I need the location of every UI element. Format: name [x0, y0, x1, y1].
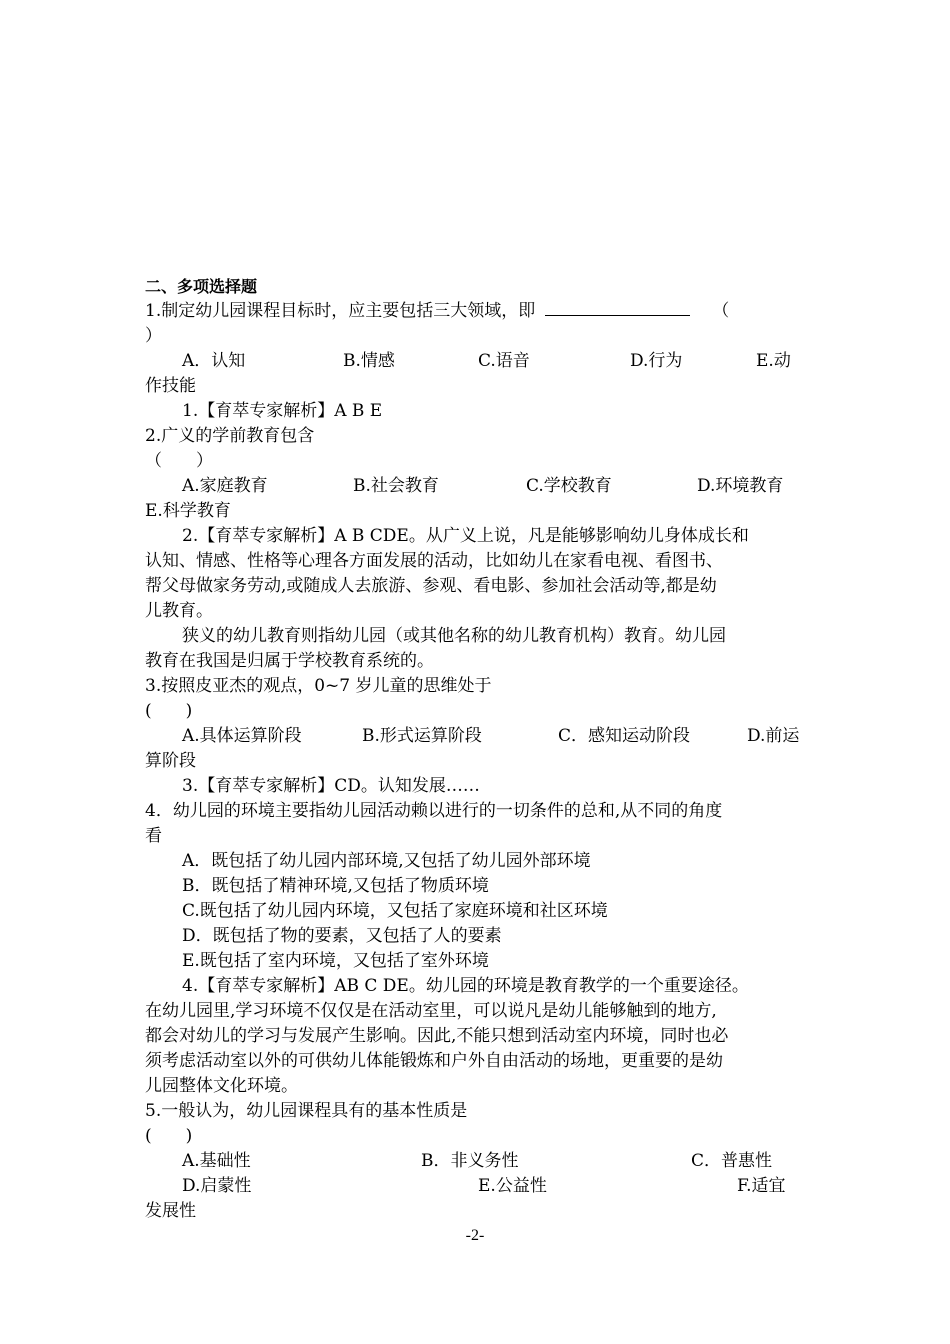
q5-option-f: F.适宜 — [737, 1176, 786, 1196]
q4-analysis-line: 须考虑活动室以外的可供幼儿体能锻炼和户外自由活动的场地，更重要的是幼 — [145, 1051, 723, 1071]
q1-option-d: D.行为 — [630, 351, 683, 371]
q1-paren-close: ） — [145, 326, 162, 346]
q4-option-e: E.既包括了室内环境，又包括了室外环境 — [182, 951, 489, 971]
q4-analysis-line: 在幼儿园里,学习环境不仅仅是在活动室里，可以说凡是幼儿能够触到的地方, — [145, 1001, 717, 1021]
q5-option-d: D.启蒙性 — [182, 1176, 252, 1196]
q4-stem-cont: 看 — [145, 826, 162, 846]
q2-analysis-line: 帮父母做家务劳动,或随成人去旅游、参观、看电影、参加社会活动等,都是幼 — [145, 576, 717, 596]
q2-option-c: C.学校教育 — [526, 476, 612, 496]
section-title: 二、多项选择题 — [145, 277, 258, 296]
page-number: -2- — [465, 1227, 485, 1244]
q1-option-c: C.语音 — [478, 351, 530, 371]
q1-answer-blank — [545, 299, 690, 316]
q3-analysis: 3.【育萃专家解析】CD。认知发展…… — [182, 776, 480, 796]
q4-option-b: B．既包括了精神环境,又包括了物质环境 — [182, 876, 489, 896]
q2-analysis-line: 认知、情感、性格等心理各方面发展的活动，比如幼儿在家看电视、看图书、 — [145, 551, 723, 571]
q5-paren: ( ) — [145, 1126, 193, 1146]
q2-option-d: D.环境教育 — [697, 476, 784, 496]
q3-option-a: A.具体运算阶段 — [182, 726, 302, 746]
q1-paren-open: （ — [712, 301, 730, 321]
q3-paren: ( ) — [145, 701, 193, 721]
q4-option-a: A．既包括了幼儿园内部环境,又包括了幼儿园外部环境 — [182, 851, 591, 871]
q5-option-c: C．普惠性 — [691, 1151, 773, 1171]
q2-option-b: B.社会教育 — [353, 476, 439, 496]
q2-option-e: E.科学教育 — [145, 501, 231, 521]
q1-option-a: A．认知 — [182, 351, 246, 371]
q1-analysis: 1.【育萃专家解析】A B E — [182, 401, 383, 421]
q2-paren: （ ） — [145, 451, 213, 471]
q4-analysis-line: 儿园整体文化环境。 — [145, 1076, 298, 1096]
q4-analysis-line: 4.【育萃专家解析】AB C DE。幼儿园的环境是教育教学的一个重要途径。 — [182, 976, 749, 996]
q1-option-b: B.情感 — [343, 351, 395, 371]
q2-analysis-line: 儿教育。 — [145, 601, 213, 621]
q2-option-a: A.家庭教育 — [182, 476, 268, 496]
q1-option-e-cont: 作技能 — [145, 376, 196, 396]
q5-option-e: E.公益性 — [478, 1176, 547, 1196]
q5-option-f-cont: 发展性 — [145, 1201, 196, 1221]
q3-option-d-cont: 算阶段 — [145, 751, 196, 771]
q5-option-a: A.基础性 — [182, 1151, 251, 1171]
q2-stem: 2.广义的学前教育包含 — [145, 426, 315, 446]
q4-option-d: D．既包括了物的要素，又包括了人的要素 — [182, 926, 502, 946]
q1-stem-text: 1.制定幼儿园课程目标时，应主要包括三大领域，即 — [145, 301, 536, 321]
q2-analysis-line: 教育在我国是归属于学校教育系统的。 — [145, 651, 434, 671]
q2-analysis-line: 2.【育萃专家解析】A B CDE。从广义上说，凡是能够影响幼儿身体成长和 — [182, 526, 749, 546]
q1-option-e: E.动 — [756, 351, 791, 371]
q4-analysis-line: 都会对幼儿的学习与发展产生影响。因此,不能只想到活动室内环境，同时也必 — [145, 1026, 729, 1046]
q5-stem: 5.一般认为，幼儿园课程具有的基本性质是 — [145, 1101, 468, 1121]
q3-option-d: D.前运 — [747, 726, 800, 746]
q5-option-b: B．非义务性 — [421, 1151, 519, 1171]
q4-option-c: C.既包括了幼儿园内环境，又包括了家庭环境和社区环境 — [182, 901, 608, 921]
q2-analysis-line: 狭义的幼儿教育则指幼儿园（或其他名称的幼儿教育机构）教育。幼儿园 — [182, 626, 726, 646]
q1-stem — [145, 299, 729, 324]
q3-option-b: B.形式运算阶段 — [362, 726, 482, 746]
q4-stem: 4．幼儿园的环境主要指幼儿园活动赖以进行的一切条件的总和,从不同的角度 — [145, 801, 723, 821]
q3-option-c: C．感知运动阶段 — [558, 726, 691, 746]
q3-stem: 3.按照皮亚杰的观点，0~7 岁儿童的思维处于 — [145, 676, 492, 696]
